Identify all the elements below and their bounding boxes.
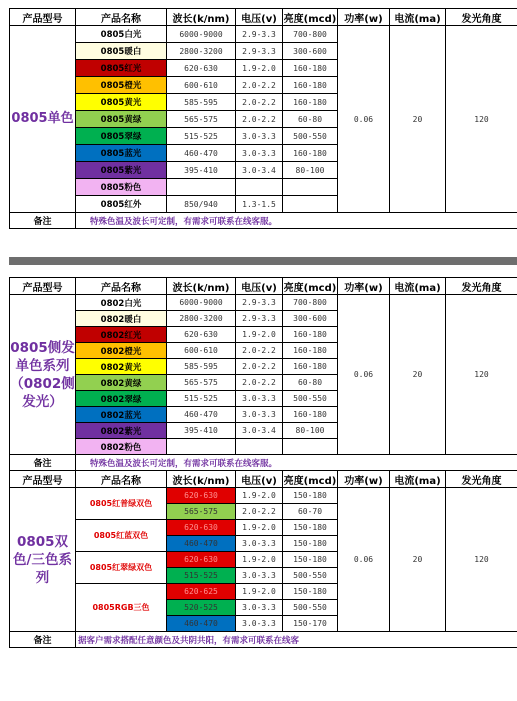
brightness-cell: 160-180 — [283, 77, 338, 94]
voltage-cell: 2.9-3.3 — [236, 311, 283, 327]
wavelength-cell: 520-525 — [167, 600, 236, 616]
voltage-cell: 2.0-2.2 — [236, 504, 283, 520]
header-name: 产品名称 — [76, 471, 167, 488]
voltage-cell: 3.0-3.3 — [236, 536, 283, 552]
section-separator — [9, 257, 517, 265]
voltage-cell — [236, 439, 283, 455]
product-name: 0802橙光 — [76, 343, 167, 359]
brightness-cell: 60-70 — [283, 504, 338, 520]
wavelength-cell: 620-630 — [167, 520, 236, 536]
voltage-cell: 1.9-2.0 — [236, 584, 283, 600]
product-name: 0805黄光 — [76, 94, 167, 111]
header-row — [10, 9, 517, 26]
product-name: 0802暖白 — [76, 311, 167, 327]
brightness-cell: 500-550 — [283, 128, 338, 145]
header-current: 电流(ma) — [390, 471, 446, 488]
brightness-cell: 150-180 — [283, 520, 338, 536]
voltage-cell: 3.0-3.3 — [236, 568, 283, 584]
table-row — [10, 26, 517, 43]
current-cell: 20 — [390, 488, 446, 632]
header-voltage: 电压(v) — [236, 9, 283, 26]
wavelength-cell: 620-630 — [167, 327, 236, 343]
wavelength-cell: 6000-9000 — [167, 26, 236, 43]
wavelength-cell: 565-575 — [167, 111, 236, 128]
product-name: 0802粉色 — [76, 439, 167, 455]
product-name: 0802白光 — [76, 295, 167, 311]
wavelength-cell: 600-610 — [167, 343, 236, 359]
wavelength-cell — [167, 179, 236, 196]
header-voltage: 电压(v) — [236, 471, 283, 488]
wavelength-cell: 515-525 — [167, 391, 236, 407]
power-cell: 0.06 — [338, 295, 390, 455]
header-power: 功率(w) — [338, 278, 390, 295]
voltage-cell: 3.0-3.4 — [236, 423, 283, 439]
brightness-cell: 500-550 — [283, 568, 338, 584]
brightness-cell: 60-80 — [283, 375, 338, 391]
voltage-cell: 2.9-3.3 — [236, 43, 283, 60]
voltage-cell: 2.0-2.2 — [236, 375, 283, 391]
voltage-cell: 2.0-2.2 — [236, 94, 283, 111]
wavelength-cell: 2800-3200 — [167, 43, 236, 60]
header-row-multi — [10, 471, 517, 488]
wavelength-cell: 620-625 — [167, 584, 236, 600]
voltage-cell: 3.0-3.4 — [236, 162, 283, 179]
voltage-cell: 3.0-3.3 — [236, 391, 283, 407]
wavelength-cell: 6000-9000 — [167, 295, 236, 311]
voltage-cell — [236, 179, 283, 196]
product-name: 0805红外 — [76, 196, 167, 213]
header-current: 电流(ma) — [390, 278, 446, 295]
header-brightness: 亮度(mcd) — [283, 471, 338, 488]
voltage-cell: 1.9-2.0 — [236, 520, 283, 536]
brightness-cell: 160-180 — [283, 343, 338, 359]
brightness-cell: 300-600 — [283, 311, 338, 327]
table-0805-single-color — [9, 8, 517, 229]
product-name: 0805紫光 — [76, 162, 167, 179]
voltage-cell: 3.0-3.3 — [236, 407, 283, 423]
voltage-cell: 3.0-3.3 — [236, 600, 283, 616]
power-cell: 0.06 — [338, 26, 390, 213]
header-angle: 发光角度 — [446, 278, 517, 295]
voltage-cell: 2.0-2.2 — [236, 359, 283, 375]
product-name: 0805蓝光 — [76, 145, 167, 162]
header-type: 产品型号 — [10, 9, 76, 26]
voltage-cell: 2.9-3.3 — [236, 26, 283, 43]
angle-cell: 120 — [446, 295, 517, 455]
table-body-multi — [10, 471, 517, 648]
product-name: 0805红普绿双色 — [76, 488, 167, 520]
wavelength-cell: 585-595 — [167, 359, 236, 375]
voltage-cell: 2.0-2.2 — [236, 343, 283, 359]
voltage-cell: 1.3-1.5 — [236, 196, 283, 213]
table-body-side — [10, 295, 517, 471]
note-row — [10, 455, 517, 471]
power-cell: 0.06 — [338, 488, 390, 632]
wavelength-cell: 850/940 — [167, 196, 236, 213]
note-text: 据客户需求搭配任意颜色及共阴共阳，有需求可联系在线客 — [76, 632, 517, 648]
wavelength-cell: 460-470 — [167, 407, 236, 423]
header-type: 产品型号 — [10, 471, 76, 488]
brightness-cell: 500-550 — [283, 391, 338, 407]
brightness-cell: 700-800 — [283, 295, 338, 311]
product-name: 0805红翠绿双色 — [76, 552, 167, 584]
header-power: 功率(w) — [338, 9, 390, 26]
brightness-cell: 160-180 — [283, 145, 338, 162]
voltage-cell: 3.0-3.3 — [236, 145, 283, 162]
brightness-cell: 160-180 — [283, 327, 338, 343]
header-type: 产品型号 — [10, 278, 76, 295]
brightness-cell: 80-100 — [283, 423, 338, 439]
voltage-cell: 2.9-3.3 — [236, 295, 283, 311]
header-angle: 发光角度 — [446, 471, 517, 488]
product-group: 0805单色 — [10, 26, 76, 213]
header-row — [10, 278, 517, 295]
wavelength-cell: 395-410 — [167, 162, 236, 179]
product-name: 0805红蓝双色 — [76, 520, 167, 552]
note-text: 特殊色温及波长可定制，有需求可联系在线客服。 — [76, 455, 517, 471]
wavelength-cell: 460-470 — [167, 616, 236, 632]
wavelength-cell: 620-630 — [167, 488, 236, 504]
header-angle: 发光角度 — [446, 9, 517, 26]
brightness-cell: 160-180 — [283, 60, 338, 77]
header-voltage: 电压(v) — [236, 278, 283, 295]
header-wavelength: 波长(k/nm) — [167, 9, 236, 26]
wavelength-cell — [167, 439, 236, 455]
voltage-cell: 3.0-3.3 — [236, 616, 283, 632]
brightness-cell: 60-80 — [283, 111, 338, 128]
header-brightness: 亮度(mcd) — [283, 278, 338, 295]
product-name: 0802黄光 — [76, 359, 167, 375]
header-current: 电流(ma) — [390, 9, 446, 26]
table-row — [10, 295, 517, 311]
header-wavelength: 波长(k/nm) — [167, 471, 236, 488]
voltage-cell: 1.9-2.0 — [236, 552, 283, 568]
product-name: 0805暖白 — [76, 43, 167, 60]
brightness-cell: 300-600 — [283, 43, 338, 60]
product-name: 0802蓝光 — [76, 407, 167, 423]
table-row — [10, 488, 517, 504]
brightness-cell: 700-800 — [283, 26, 338, 43]
brightness-cell: 160-180 — [283, 94, 338, 111]
brightness-cell: 80-100 — [283, 162, 338, 179]
wavelength-cell: 565-575 — [167, 375, 236, 391]
product-group: 0805双色/三色系列 — [10, 488, 76, 632]
brightness-cell: 500-550 — [283, 600, 338, 616]
product-name: 0805RGB三色 — [76, 584, 167, 632]
product-name: 0802紫光 — [76, 423, 167, 439]
note-row — [10, 632, 517, 648]
brightness-cell: 150-180 — [283, 552, 338, 568]
product-name: 0805黄绿 — [76, 111, 167, 128]
voltage-cell: 2.0-2.2 — [236, 77, 283, 94]
wavelength-cell: 620-630 — [167, 552, 236, 568]
product-name: 0805翠绿 — [76, 128, 167, 145]
current-cell: 20 — [390, 295, 446, 455]
wavelength-cell: 2800-3200 — [167, 311, 236, 327]
product-name: 0802红光 — [76, 327, 167, 343]
product-name: 0805红光 — [76, 60, 167, 77]
product-name: 0805橙光 — [76, 77, 167, 94]
wavelength-cell: 460-470 — [167, 536, 236, 552]
brightness-cell: 160-180 — [283, 407, 338, 423]
header-name: 产品名称 — [76, 278, 167, 295]
product-name: 0805白光 — [76, 26, 167, 43]
voltage-cell: 2.0-2.2 — [236, 111, 283, 128]
note-label: 备注 — [10, 455, 76, 471]
wavelength-cell: 515-525 — [167, 128, 236, 145]
product-name: 0802黄绿 — [76, 375, 167, 391]
brightness-cell — [283, 439, 338, 455]
voltage-cell: 1.9-2.0 — [236, 60, 283, 77]
angle-cell: 120 — [446, 26, 517, 213]
note-row — [10, 213, 517, 229]
wavelength-cell: 395-410 — [167, 423, 236, 439]
table-body — [10, 26, 517, 229]
header-brightness: 亮度(mcd) — [283, 9, 338, 26]
product-group: 0805侧发单色系列（0802侧发光） — [10, 295, 76, 455]
product-name: 0802翠绿 — [76, 391, 167, 407]
product-name: 0805粉色 — [76, 179, 167, 196]
note-text: 特殊色温及波长可定制，有需求可联系在线客服。 — [76, 213, 517, 229]
brightness-cell: 150-180 — [283, 488, 338, 504]
brightness-cell: 150-170 — [283, 616, 338, 632]
brightness-cell: 150-180 — [283, 584, 338, 600]
table-0802-side-and-multicolor — [9, 277, 517, 648]
angle-cell: 120 — [446, 488, 517, 632]
header-wavelength: 波长(k/nm) — [167, 278, 236, 295]
note-label: 备注 — [10, 632, 76, 648]
current-cell: 20 — [390, 26, 446, 213]
brightness-cell — [283, 196, 338, 213]
wavelength-cell: 600-610 — [167, 77, 236, 94]
voltage-cell: 3.0-3.3 — [236, 128, 283, 145]
wavelength-cell: 460-470 — [167, 145, 236, 162]
voltage-cell: 1.9-2.0 — [236, 488, 283, 504]
note-label: 备注 — [10, 213, 76, 229]
brightness-cell — [283, 179, 338, 196]
brightness-cell: 150-180 — [283, 536, 338, 552]
wavelength-cell: 620-630 — [167, 60, 236, 77]
wavelength-cell: 515-525 — [167, 568, 236, 584]
wavelength-cell: 565-575 — [167, 504, 236, 520]
header-name: 产品名称 — [76, 9, 167, 26]
voltage-cell: 1.9-2.0 — [236, 327, 283, 343]
brightness-cell: 160-180 — [283, 359, 338, 375]
wavelength-cell: 585-595 — [167, 94, 236, 111]
header-power: 功率(w) — [338, 471, 390, 488]
